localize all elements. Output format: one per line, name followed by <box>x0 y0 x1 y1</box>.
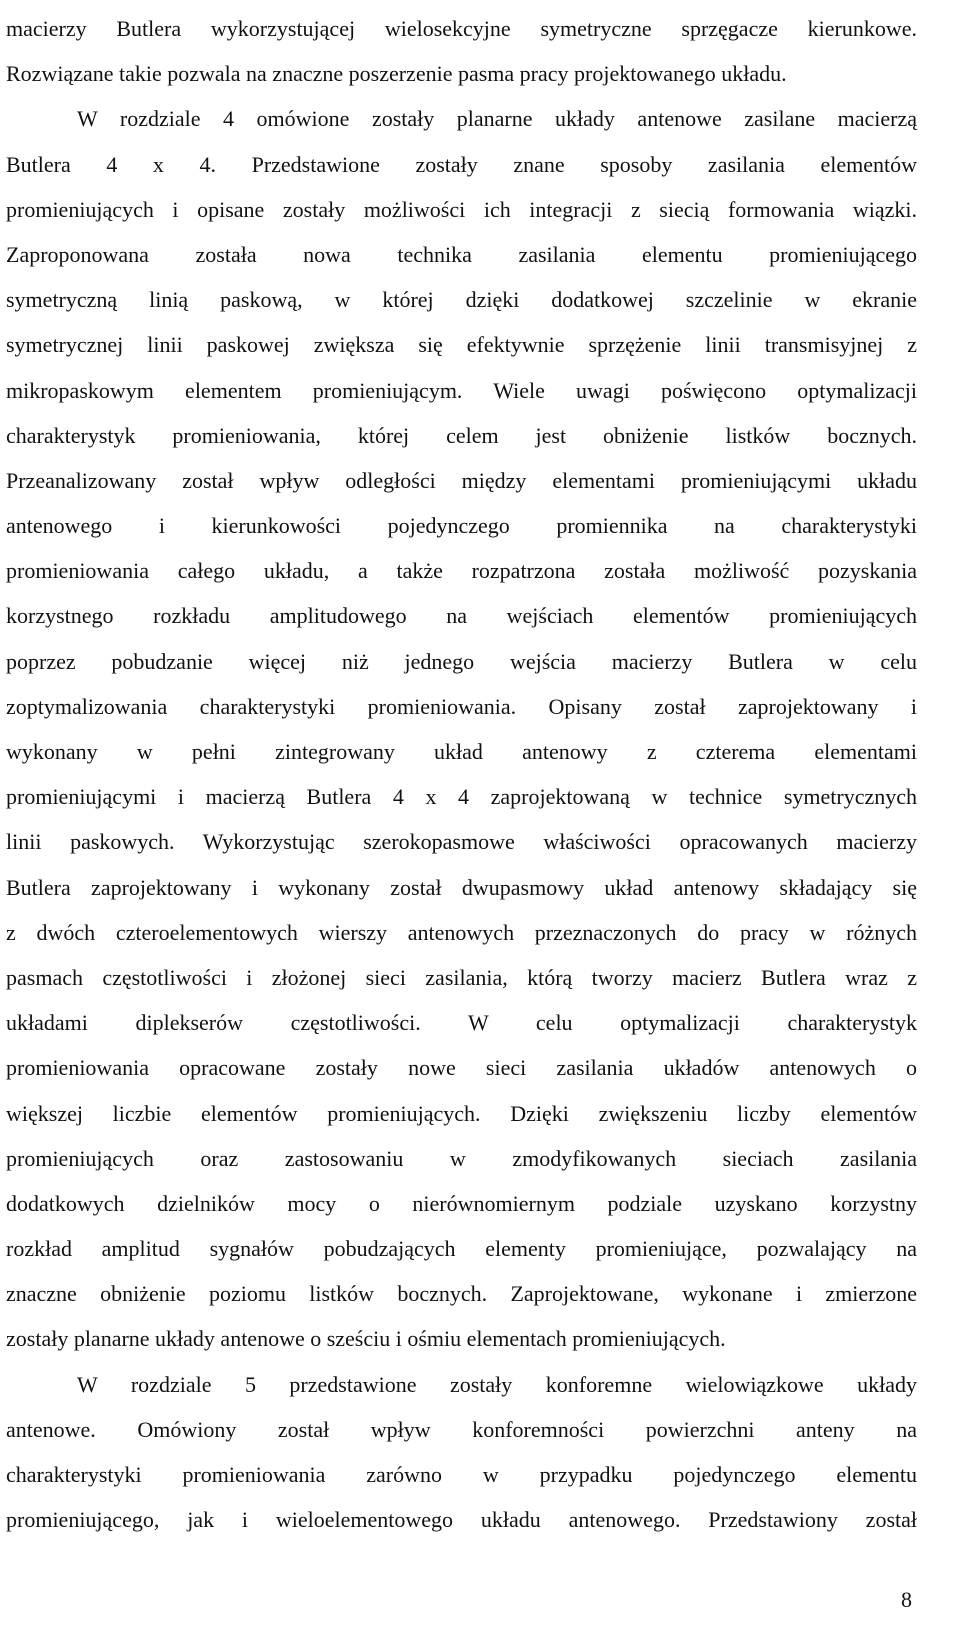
text-line: Rozwiązane takie pozwala na znaczne poszerzenie pasma pracy projektowanego układu. <box>6 61 787 87</box>
text-line: rozkład amplitud sygnałów pobudzających elementy promieniujące, pozwalający na <box>6 1236 917 1262</box>
text-line: wykonany w pełni zintegrowany układ antenowy z czterema elementami <box>6 739 917 764</box>
paragraph-chapter-5 <box>6 1362 917 1543</box>
text-line: mikropaskowym elementem promieniującym. Wiele uwagi poświęcono optymalizacji <box>6 377 917 403</box>
text-line: W rozdziale 4 omówione zostały planarne układy antenowe zasilane macierzą <box>77 106 917 132</box>
text-line: promieniującego, jak i wieloelementowego układu antenowego. Przedstawiony został <box>6 1507 917 1533</box>
text-line: charakterystyki promieniowania zarówno w przypadku pojedynczego elementu <box>6 1462 917 1487</box>
text-line: znaczne obniżenie poziomu listków bocznych. Zaprojektowane, wykonane i zmierzone <box>6 1281 917 1307</box>
text-line: poprzez pobudzanie więcej niż jednego wejścia macierzy Butlera w celu <box>6 648 917 674</box>
text-line: korzystnego rozkładu amplitudowego na wejściach elementów promieniujących <box>6 603 917 629</box>
text-line: symetrycznej linii paskowej zwiększa się efektywnie sprzężenie linii transmisyjnej z <box>6 332 917 358</box>
text-line: linii paskowych. Wykorzystując szerokopasmowe właściwości opracowanych macierzy <box>6 829 917 855</box>
text-line: układami diplekserów częstotliwości. W celu optymalizacji charakterystyk <box>6 1010 917 1036</box>
text-line: promieniujących i opisane zostały możliwości ich integracji z siecią formowania wiązki. <box>6 196 917 222</box>
text-line: promieniowania opracowane zostały nowe sieci zasilania układów antenowych o <box>6 1055 917 1081</box>
text-line: Butlera 4 x 4. Przedstawione zostały znane sposoby zasilania elementów <box>6 151 917 177</box>
text-line: Przeanalizowany został wpływ odległości między elementami promieniującymi układu <box>6 467 917 493</box>
text-line: promieniowania całego układu, a także rozpatrzona została możliwość pozyskania <box>6 558 917 584</box>
text-line: dodatkowych dzielników mocy o nierównomiernym podziale uzyskano korzystny <box>6 1190 917 1216</box>
text-line: większej liczbie elementów promieniujących. Dzięki zwiększeniu liczby elementów <box>6 1100 917 1126</box>
text-line: W rozdziale 5 przedstawione zostały konforemne wielowiązkowe układy <box>77 1371 917 1397</box>
text-line: Zaproponowana została nowa technika zasilania elementu promieniującego <box>6 241 917 267</box>
text-line: Butlera zaprojektowany i wykonany został dwupasmowy układ antenowy składający się <box>6 874 917 900</box>
text-line: zoptymalizowania charakterystyki promieniowania. Opisany został zaprojektowany i <box>6 693 917 719</box>
text-line: macierzy Butlera wykorzystującej wielosekcyjne symetryczne sprzęgacze kierunkowe. <box>6 16 917 41</box>
text-line: charakterystyk promieniowania, której celem jest obniżenie listków bocznych. <box>6 422 917 448</box>
document-body <box>6 6 917 1542</box>
page-number: 8 <box>901 1587 912 1612</box>
text-line: zostały planarne układy antenowe o sześciu i ośmiu elementach promieniujących. <box>6 1326 726 1352</box>
text-line: antenowe. Omówiony został wpływ konforemności powierzchni anteny na <box>6 1416 917 1442</box>
text-line: antenowego i kierunkowości pojedynczego promiennika na charakterystyki <box>6 513 917 539</box>
text-line: symetryczną linią paskową, w której dzięki dodatkowej szczelinie w ekranie <box>6 287 917 313</box>
text-line: promieniujących oraz zastosowaniu w zmodyfikowanych sieciach zasilania <box>6 1145 917 1171</box>
paragraph-continued <box>6 6 917 96</box>
text-line: pasmach częstotliwości i złożonej sieci zasilania, którą tworzy macierz Butlera wraz z <box>6 964 917 990</box>
text-line: z dwóch czteroelementowych wierszy antenowych przeznaczonych do pracy w różnych <box>6 919 917 945</box>
text-line: promieniującymi i macierzą Butlera 4 x 4 zaprojektowaną w technice symetrycznych <box>6 784 917 810</box>
paragraph-chapter-4 <box>6 96 917 1361</box>
